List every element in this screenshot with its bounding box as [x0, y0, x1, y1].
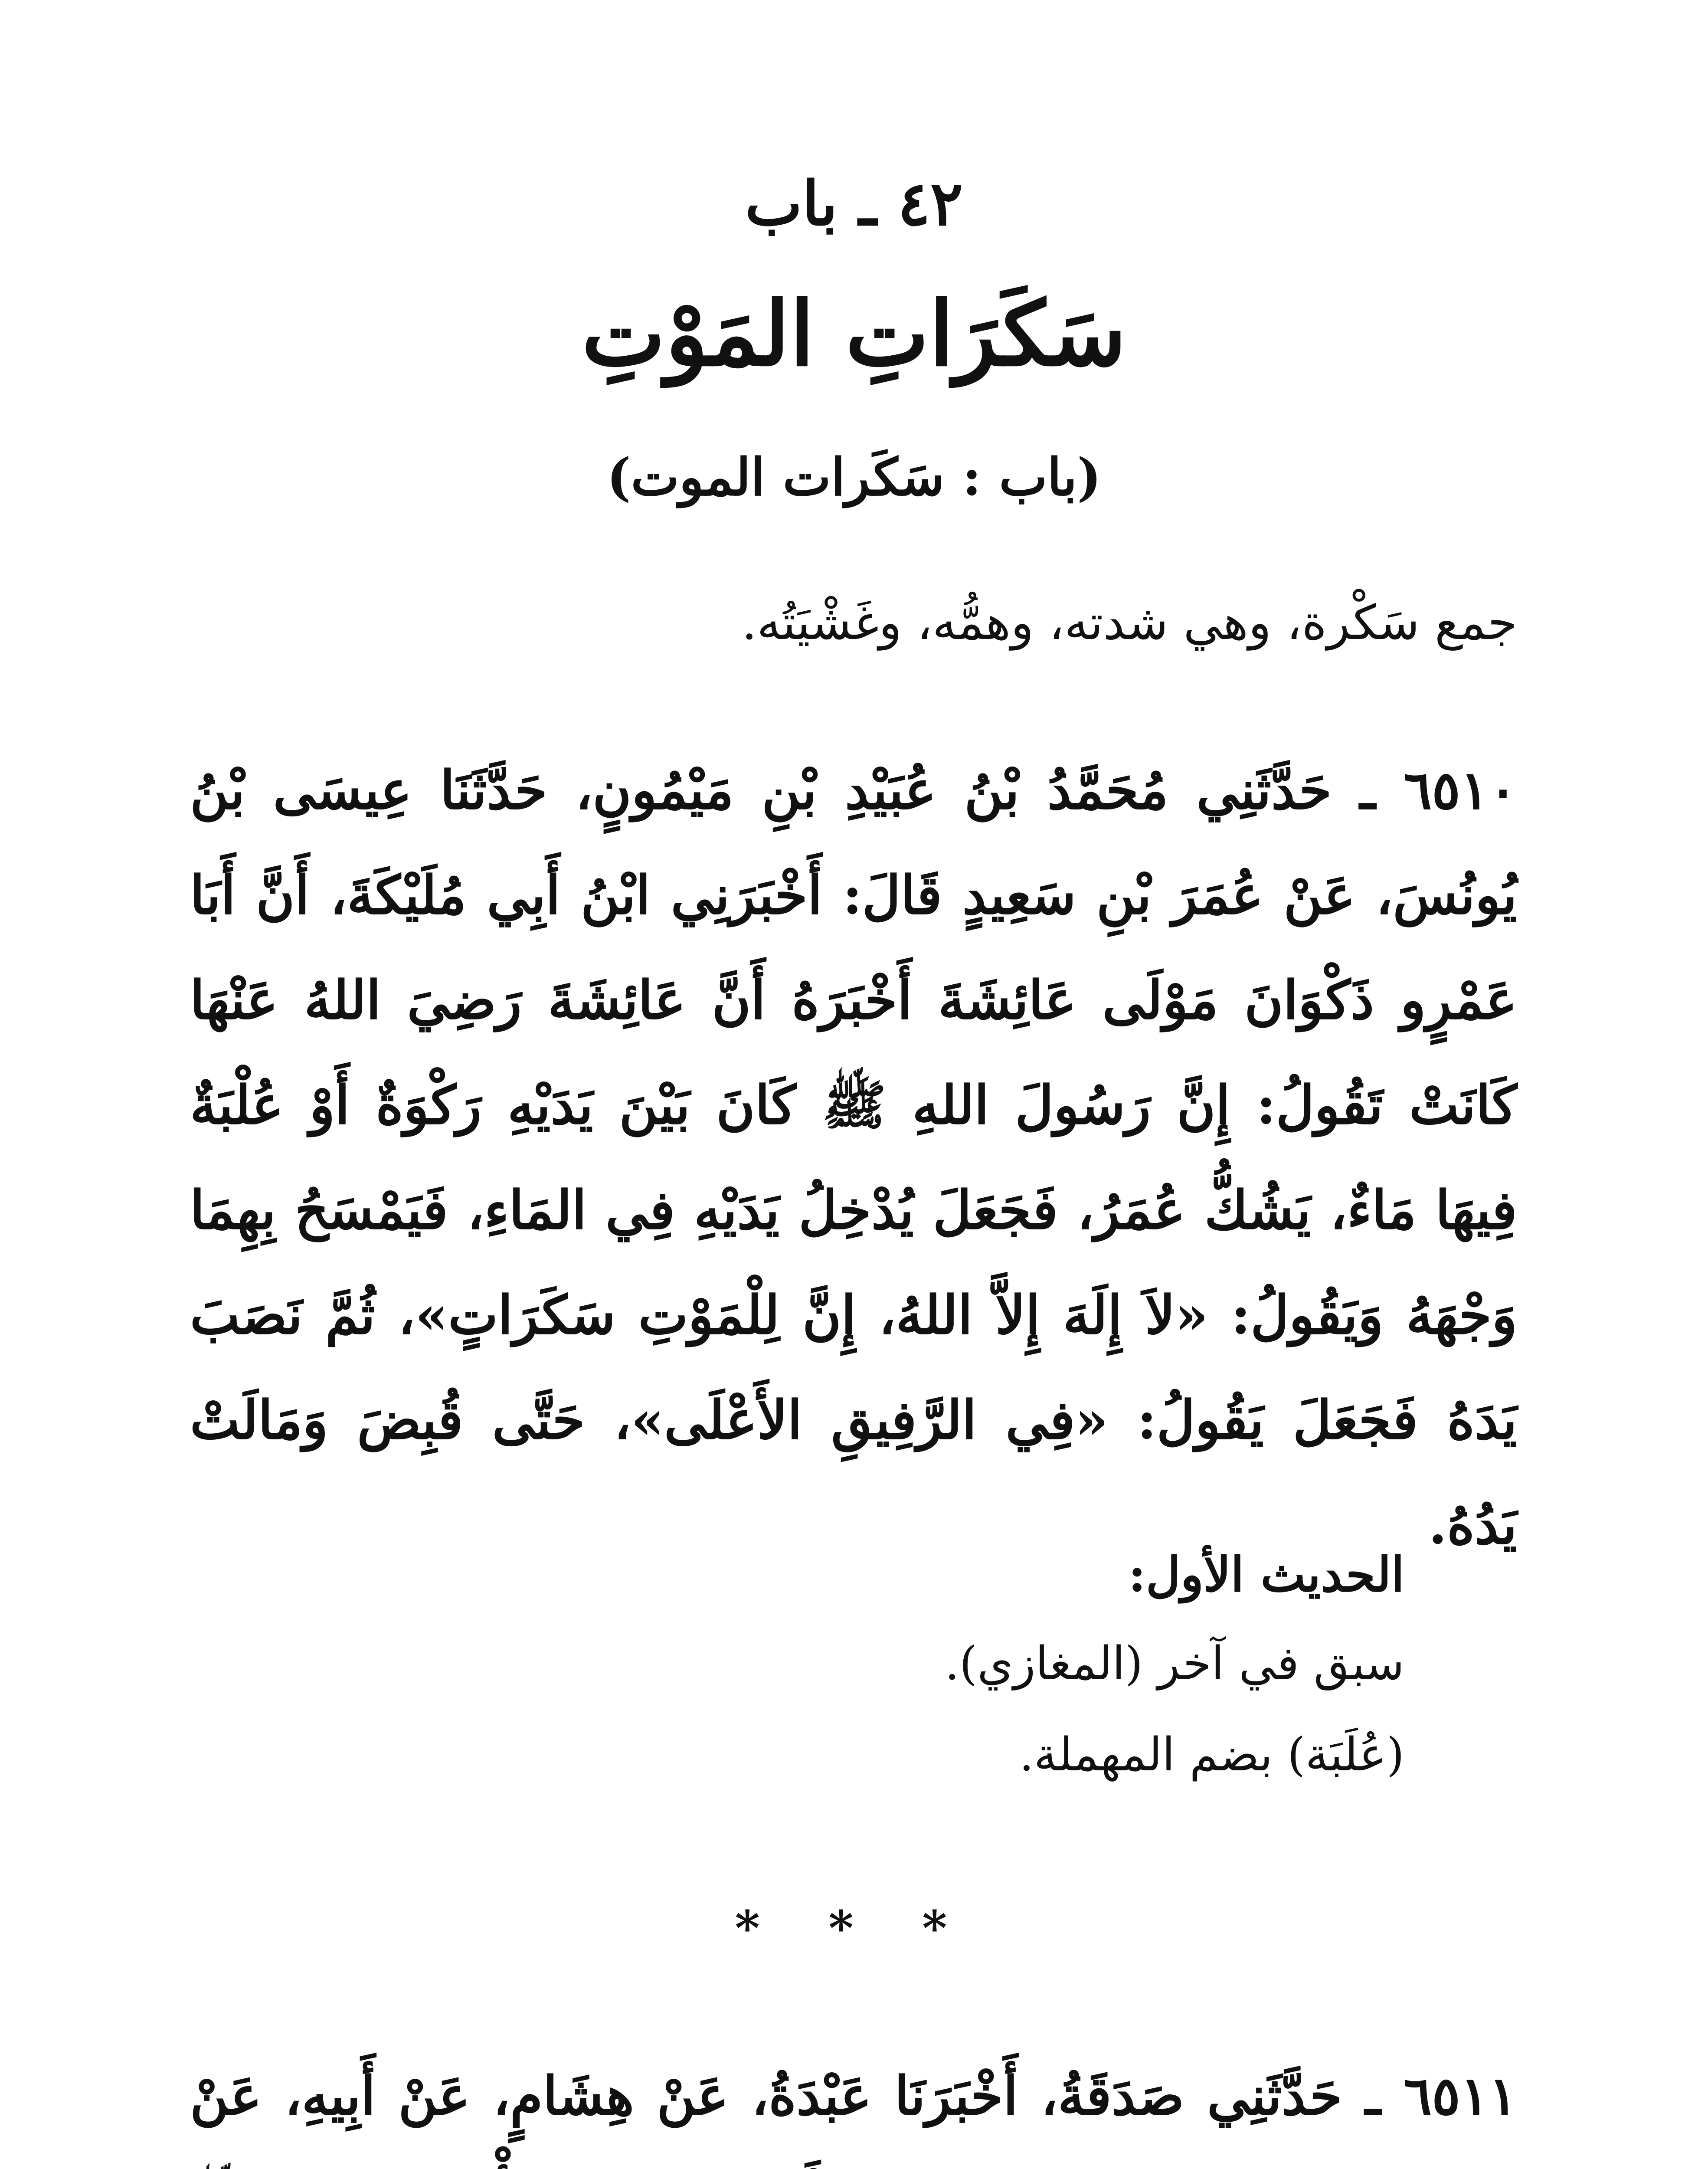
hadith-6511: ٦٥١١ ـ حَدَّثَنِي صَدَقَةُ، أَخْبَرَنَا عَبْدَةُ، عَنْ هِشَامٍ، عَنْ أَبِيهِ، عَنْ	[190, 2064, 1517, 2127]
intro-paragraph: جمع سَكْرة، وهي شدته، وهمُّه، وغَشْيَتُه.	[742, 595, 1517, 650]
hadith-6510: ٦٥١٠ ـ حَدَّثَنِي مُحَمَّدُ بْنُ عُبَيْدِ بْنِ مَيْمُونٍ، حَدَّثَنَا عِيسَى بْنُ يُونُسَ، عَنْ عُمَرَ بْنِ سَعِيدٍ قَالَ: أَخْبَرَنِي ابْنُ أَبِي مُلَيْكَةَ، أَنَّ أَبَا عَمْرٍو ذَكْوَانَ مَوْلَى عَائِشَةَ أَخْبَرَهُ أَنَّ عَائِشَةَ رَضِيَ اللهُ عَنْهَا كَانَتْ تَقُولُ: إِنَّ رَسُولَ اللهِ ﷺ كَانَ بَيْنَ يَدَيْهِ رَكْوَةٌ أَوْ عُلْبَةٌ فِيهَا مَاءٌ، يَشُكُّ عُمَرُ، فَجَعَلَ يُدْخِلُ يَدَيْهِ فِي المَاءِ، فَيَمْسَحُ بِهِمَا وَجْهَهُ وَيَقُولُ: «لاَ إِلَهَ إِلاَّ اللهُ، إِنَّ لِلْمَوْتِ سَكَرَاتٍ»، ثُمَّ نَصَبَ يَدَهُ فَجَعَلَ يَقُولُ: «فِي الرَّفِيقِ الأَعْلَى»، حَتَّى قُبِضَ وَمَالَتْ يَدُهُ.	[190, 759, 1517, 1556]
section-separator: * * *	[735, 1900, 973, 1956]
chapter-number: ٤٢ ـ باب	[745, 168, 963, 239]
chapter-title: سَكَرَاتِ المَوْتِ	[581, 282, 1127, 386]
commentary-heading: الحديث الأول:	[1128, 1546, 1404, 1602]
commentary-line: (عُلَبَة) بضم المهملة.	[1019, 1728, 1404, 1781]
commentary-line: سبق في آخر (المغازي).	[945, 1637, 1404, 1690]
chapter-subheading: (باب : سَكَرات الموت)	[606, 447, 1102, 507]
commentary-section	[190, 1531, 1404, 1800]
